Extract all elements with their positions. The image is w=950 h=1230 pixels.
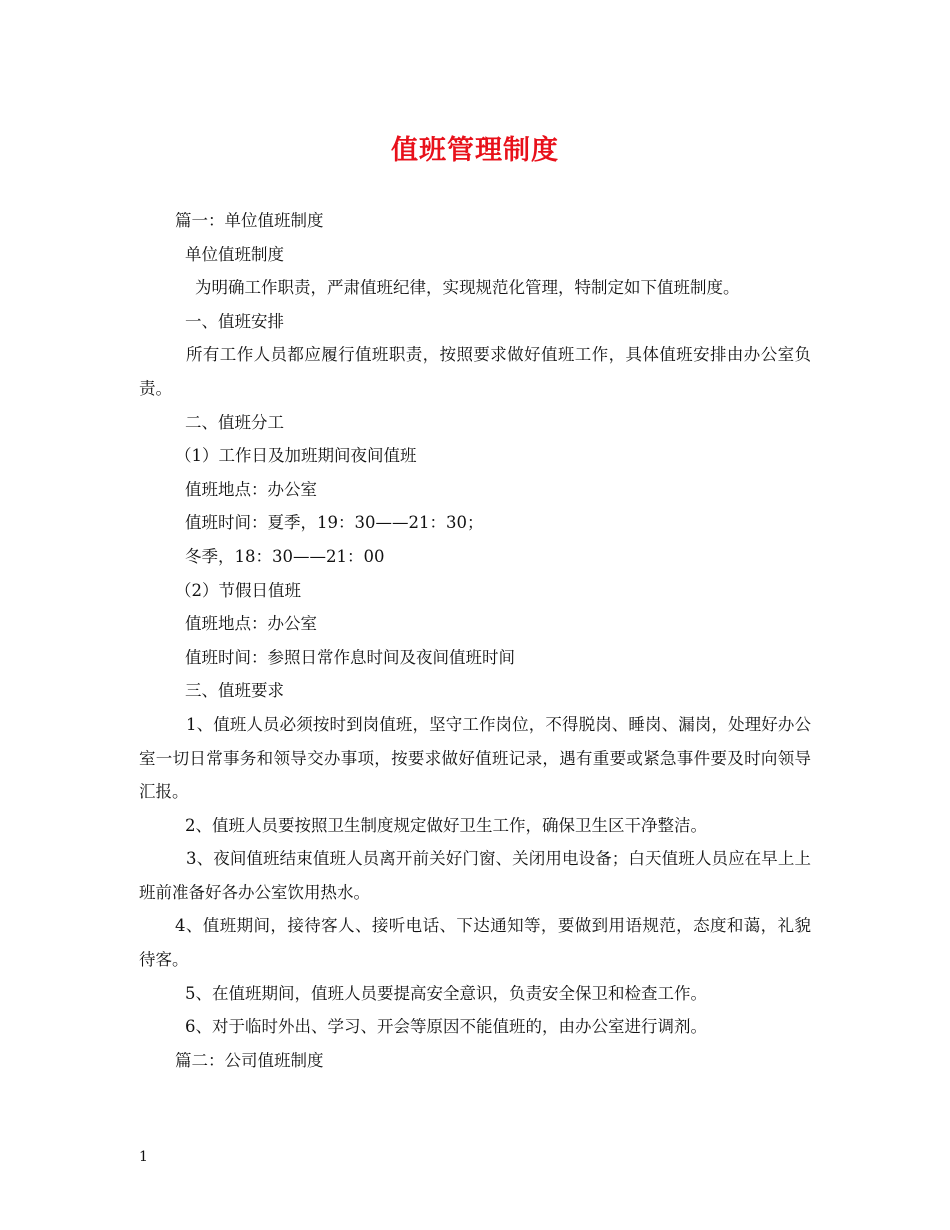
subsection-night-duty: （1）工作日及加班期间夜间值班 bbox=[175, 446, 417, 466]
duty-time-summer: 值班时间：夏季，19：30——21：30； bbox=[185, 513, 484, 533]
requirement-item-6: 6、对于临时外出、学习、开会等原因不能值班的，由办公室进行调剂。 bbox=[185, 1017, 707, 1037]
intro-paragraph: 为明确工作职责，严肃值班纪律，实现规范化管理，特制定如下值班制度。 bbox=[195, 278, 740, 298]
document-body bbox=[139, 204, 811, 1077]
requirement-item-3: 3、夜间值班结束值班人员离开前关好门窗、关闭用电设备；白天值班人员应在早上上班前准备好各办公室饮用热水。 bbox=[139, 849, 811, 902]
requirement-item-4: 4、值班期间，接待客人、接听电话、下达通知等，要做到用语规范，态度和蔼，礼貌待客。 bbox=[139, 916, 811, 970]
section-heading-division: 二、值班分工 bbox=[185, 412, 284, 432]
subsection-holiday-duty: （2）节假日值班 bbox=[175, 580, 301, 600]
requirement-item-2: 2、值班人员要按照卫生制度规定做好卫生工作，确保卫生区干净整洁。 bbox=[185, 815, 707, 835]
section-heading-requirements: 三、值班要求 bbox=[185, 681, 284, 701]
section-heading-part-two: 篇二：公司值班制度 bbox=[175, 1050, 324, 1070]
section-heading-arrangement: 一、值班安排 bbox=[185, 311, 284, 331]
duty-location-2: 值班地点：办公室 bbox=[185, 614, 317, 634]
page-number: 1 bbox=[139, 1149, 148, 1165]
duty-time-holiday: 值班时间：参照日常作息时间及夜间值班时间 bbox=[185, 647, 515, 667]
paragraph-arrangement: 所有工作人员都应履行值班职责，按照要求做好值班工作，具体值班安排由办公室负责。 bbox=[139, 345, 811, 398]
subtitle: 单位值班制度 bbox=[185, 244, 284, 264]
requirement-item-1: 1、值班人员必须按时到岗值班，坚守工作岗位，不得脱岗、睡岗、漏岗，处理好办公室一切日常事务和领导交办事项，按要求做好值班记录，遇有重要或紧急事件要及时向领导汇报。 bbox=[139, 714, 811, 802]
duty-time-winter: 冬季，18：30——21：00 bbox=[185, 546, 385, 566]
requirement-item-5: 5、在值班期间，值班人员要提高安全意识，负责安全保卫和检查工作。 bbox=[185, 983, 707, 1003]
duty-location-1: 值班地点：办公室 bbox=[185, 479, 317, 499]
page-title: 值班管理制度 bbox=[391, 135, 559, 166]
section-heading-part-one: 篇一：单位值班制度 bbox=[175, 211, 324, 230]
